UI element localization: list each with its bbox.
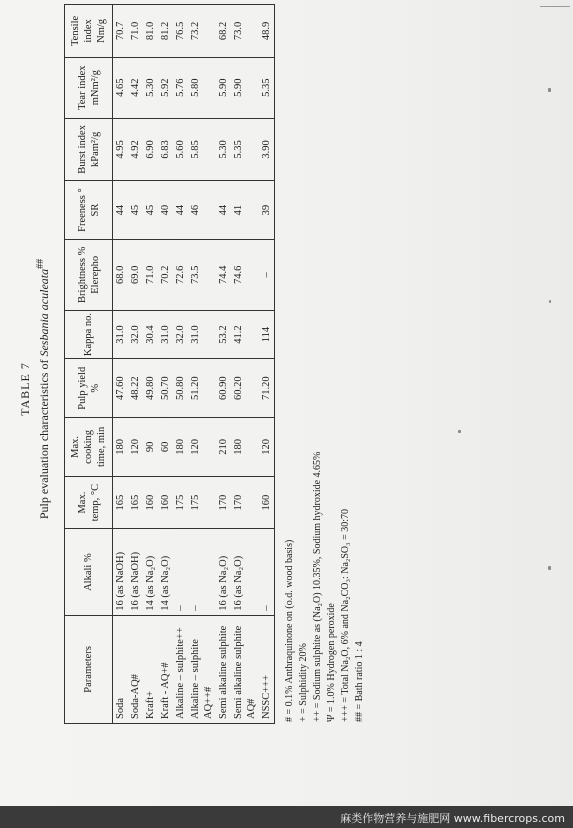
cell-time: 90	[143, 418, 158, 477]
rotated-table-block	[16, 0, 556, 784]
cell-time: 60	[158, 418, 173, 477]
cell-tensile: 68.2	[216, 5, 231, 58]
cell-alkali: 16 (as NaOH)	[128, 529, 143, 615]
cell-burst: 5.30	[216, 118, 231, 181]
cell-free: 39	[259, 181, 275, 240]
cell-tear: 5.30	[143, 57, 158, 118]
cell-burst: 4.92	[128, 118, 143, 181]
cell-tensile: 73.2	[188, 5, 216, 58]
cell-free: 44	[216, 181, 231, 240]
table-number: TABLE 7	[18, 362, 32, 416]
cell-free: 46	[188, 181, 216, 240]
cell-free: 40	[158, 181, 173, 240]
cell-bright: 70.2	[158, 239, 173, 310]
cell-alkali: 16 (as Na₂O)	[216, 529, 231, 615]
cell-yield: 48.22	[128, 359, 143, 418]
watermark-banner	[0, 806, 573, 828]
cell-param: NSSC+++	[259, 615, 275, 723]
caption-species: Sesbania aculeata	[37, 268, 51, 357]
cell-tensile: 81.2	[158, 5, 173, 58]
cell-kappa: 41.2	[231, 310, 259, 359]
footnote: + = Sulphidity 20%	[298, 643, 309, 722]
cell-tear: 5.35	[259, 57, 275, 118]
cell-time: 180	[173, 418, 188, 477]
cell-param: Alkaline – sulphite++	[173, 615, 188, 723]
cell-bright: 71.0	[143, 239, 158, 310]
cell-tear: 5.92	[158, 57, 173, 118]
cell-alkali: –	[173, 529, 188, 615]
cell-kappa: 53.2	[216, 310, 231, 359]
cell-temp: 160	[143, 476, 158, 529]
table-row	[143, 5, 158, 724]
cell-bright: 74.6	[231, 239, 259, 310]
cell-bright: 74.4	[216, 239, 231, 310]
col-freeness: Freeness ° SR	[65, 181, 113, 240]
table-row	[188, 5, 216, 724]
footnote: # = 0.1% Anthraquinone on (o.d. wood basis)	[284, 539, 295, 722]
col-tensile: Tensile index Nm/g	[65, 5, 113, 58]
table-row	[113, 5, 129, 724]
cell-time: 210	[216, 418, 231, 477]
cell-burst: 6.90	[143, 118, 158, 181]
cell-time: 180	[113, 418, 129, 477]
table-row	[158, 5, 173, 724]
cell-alkali: 16 (as Na₂O)	[231, 529, 259, 615]
cell-burst: 6.83	[158, 118, 173, 181]
cell-temp: 160	[259, 476, 275, 529]
watermark-text: 麻类作物营养与施肥网 www.fibercrops.com	[340, 812, 565, 825]
cell-tensile: 73.0	[231, 5, 259, 58]
footnote: ++ = Sodium sulphite as (Na₂O) 10.35%, Sodium hydroxide 4.65%	[312, 451, 323, 722]
cell-tear: 4.42	[128, 57, 143, 118]
cell-temp: 165	[128, 476, 143, 529]
table-row	[231, 5, 259, 724]
table-header-row	[65, 5, 113, 724]
col-max-temp: Max. temp, °C	[65, 476, 113, 529]
footnote: ## = Bath ratio 1 : 4	[354, 641, 365, 722]
col-burst: Burst index kPam²/g	[65, 118, 113, 181]
col-tear: Tear index mNm²/g	[65, 57, 113, 118]
table-caption	[33, 0, 52, 784]
cell-bright: –	[259, 239, 275, 310]
footnote: +++ = Total Na₂O, 6% and Na₂CO₃: Na₂SO₃ = 30:70	[340, 508, 351, 722]
cell-alkali: 14 (as Na₂O)	[143, 529, 158, 615]
col-kappa: Kappa no.	[65, 310, 113, 359]
cell-tear: 5.90	[231, 57, 259, 118]
cell-tensile: 48.9	[259, 5, 275, 58]
cell-bright: 72.6	[173, 239, 188, 310]
cell-yield: 47.60	[113, 359, 129, 418]
cell-time: 120	[128, 418, 143, 477]
cell-temp: 165	[113, 476, 129, 529]
cell-alkali: –	[259, 529, 275, 615]
footnotes	[283, 0, 367, 722]
cell-yield: 50.70	[158, 359, 173, 418]
scan-speck	[549, 300, 551, 303]
col-brightness: Brightness % Elerepho	[65, 239, 113, 310]
cell-param: Semi alkaline sulphite	[216, 615, 231, 723]
cell-temp: 175	[188, 476, 216, 529]
cell-burst: 5.85	[188, 118, 216, 181]
pulp-evaluation-table	[64, 4, 275, 724]
cell-burst: 5.35	[231, 118, 259, 181]
cell-param: Kraft+	[143, 615, 158, 723]
cell-kappa: 31.0	[188, 310, 216, 359]
cell-alkali: –	[188, 529, 216, 615]
cell-yield: 60.20	[231, 359, 259, 418]
cell-bright: 69.0	[128, 239, 143, 310]
cell-bright: 68.0	[113, 239, 129, 310]
col-parameters: Parameters	[65, 615, 113, 723]
cell-alkali: 16 (as NaOH)	[113, 529, 129, 615]
cell-kappa: 31.0	[158, 310, 173, 359]
cell-yield: 60.90	[216, 359, 231, 418]
cell-param: Alkaline – sulphite AQ++#	[188, 615, 216, 723]
scan-speck	[548, 566, 551, 570]
caption-text: Pulp evaluation characteristics of	[37, 356, 51, 520]
cell-tear: 5.90	[216, 57, 231, 118]
cell-yield: 71.20	[259, 359, 275, 418]
cell-time: 120	[188, 418, 216, 477]
col-cooking-time: Max. cooking time, min	[65, 418, 113, 477]
cell-yield: 51.20	[188, 359, 216, 418]
cell-tensile: 70.7	[113, 5, 129, 58]
cell-param: Kraft - AQ+#	[158, 615, 173, 723]
cell-free: 44	[173, 181, 188, 240]
cell-tensile: 76.5	[173, 5, 188, 58]
cell-yield: 50.80	[173, 359, 188, 418]
cell-tensile: 81.0	[143, 5, 158, 58]
cell-param: Semi alkaline sulphite AQ#	[231, 615, 259, 723]
cell-kappa: 114	[259, 310, 275, 359]
col-pulp-yield: Pulp yield %	[65, 359, 113, 418]
cell-kappa: 30.4	[143, 310, 158, 359]
cell-free: 45	[143, 181, 158, 240]
cell-time: 180	[231, 418, 259, 477]
cell-free: 44	[113, 181, 129, 240]
scan-speck	[458, 430, 461, 433]
cell-kappa: 32.0	[173, 310, 188, 359]
cell-alkali: 14 (as Na₂O)	[158, 529, 173, 615]
cell-burst: 4.95	[113, 118, 129, 181]
cell-burst: 5.60	[173, 118, 188, 181]
cell-time: 120	[259, 418, 275, 477]
cell-param: Soda-AQ#	[128, 615, 143, 723]
cell-tear: 4.65	[113, 57, 129, 118]
cell-kappa: 32.0	[128, 310, 143, 359]
cell-free: 45	[128, 181, 143, 240]
table-row	[128, 5, 143, 724]
cell-yield: 49.80	[143, 359, 158, 418]
cell-temp: 170	[231, 476, 259, 529]
scan-speck	[540, 6, 570, 7]
cell-tensile: 71.0	[128, 5, 143, 58]
table-row	[259, 5, 275, 724]
cell-bright: 73.5	[188, 239, 216, 310]
cell-temp: 160	[158, 476, 173, 529]
table-row	[216, 5, 231, 724]
cell-kappa: 31.0	[113, 310, 129, 359]
cell-tear: 5.76	[173, 57, 188, 118]
table-row	[173, 5, 188, 724]
cell-burst: 3.90	[259, 118, 275, 181]
caption-mark: ##	[35, 258, 46, 269]
cell-free: 41	[231, 181, 259, 240]
footnote: Ψ = 1.0% Hydrogen peroxide	[326, 603, 337, 722]
table-header	[18, 0, 52, 784]
cell-temp: 175	[173, 476, 188, 529]
cell-tear: 5.80	[188, 57, 216, 118]
cell-temp: 170	[216, 476, 231, 529]
table-body	[113, 5, 275, 724]
scan-speck	[548, 88, 551, 92]
cell-param: Soda	[113, 615, 129, 723]
col-alkali: Alkali %	[65, 529, 113, 615]
